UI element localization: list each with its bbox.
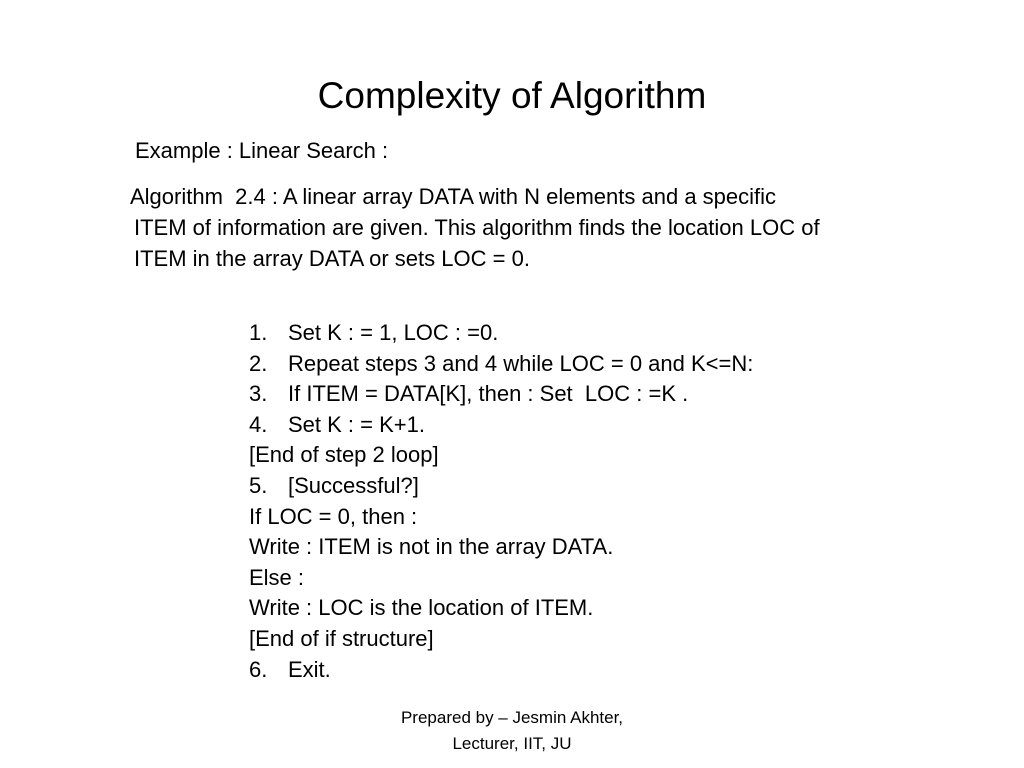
step-continuation: Write : ITEM is not in the array DATA. (249, 534, 614, 560)
algorithm-description (130, 181, 954, 274)
step-number: 3. (249, 381, 268, 407)
step-text: Exit. (288, 656, 331, 682)
algorithm-description-line: Algorithm 2.4 : A linear array DATA with N elements and a specific (130, 184, 777, 209)
step-continuation: Else : (249, 564, 305, 590)
step-text: Set K : = K+1. (288, 411, 425, 437)
step-text: Set K : = 1, LOC : =0. (288, 320, 499, 345)
step-number: 1. (249, 320, 268, 345)
step-text: Repeat steps 3 and 4 while LOC = 0 and K<=N: (288, 350, 754, 376)
step-item (249, 379, 753, 410)
algorithm-description-line: ITEM of information are given. This algorithm finds the location LOC of (134, 215, 820, 240)
step-number: 5. (249, 472, 268, 498)
step-continuation: If LOC = 0, then : (249, 503, 418, 529)
step-comment: [End of step 2 loop] (249, 442, 439, 468)
step-number: 4. (249, 411, 268, 437)
footer-line: Lecturer, IIT, JU (452, 734, 572, 753)
step-item (249, 410, 753, 441)
step-item (249, 349, 753, 380)
step-number: 6. (249, 656, 268, 682)
slide-title: Complexity of Algorithm (317, 75, 707, 116)
step-continuation: Write : LOC is the location of ITEM. (249, 595, 594, 621)
footer-credit (0, 705, 1024, 757)
step-text: [Successful?] (288, 472, 419, 498)
step-number: 2. (249, 350, 268, 376)
step-item (249, 655, 753, 686)
algorithm-steps (249, 318, 753, 685)
footer-line: Prepared by – Jesmin Akhter, (400, 708, 624, 727)
step-item (249, 471, 753, 502)
step-comment: [End of if structure] (249, 625, 434, 651)
algorithm-description-line: ITEM in the array DATA or sets LOC = 0. (134, 246, 530, 271)
step-item (249, 318, 753, 349)
step-text: If ITEM = DATA[K], then : Set LOC : =K . (288, 381, 689, 407)
example-heading: Example : Linear Search : (135, 138, 389, 163)
